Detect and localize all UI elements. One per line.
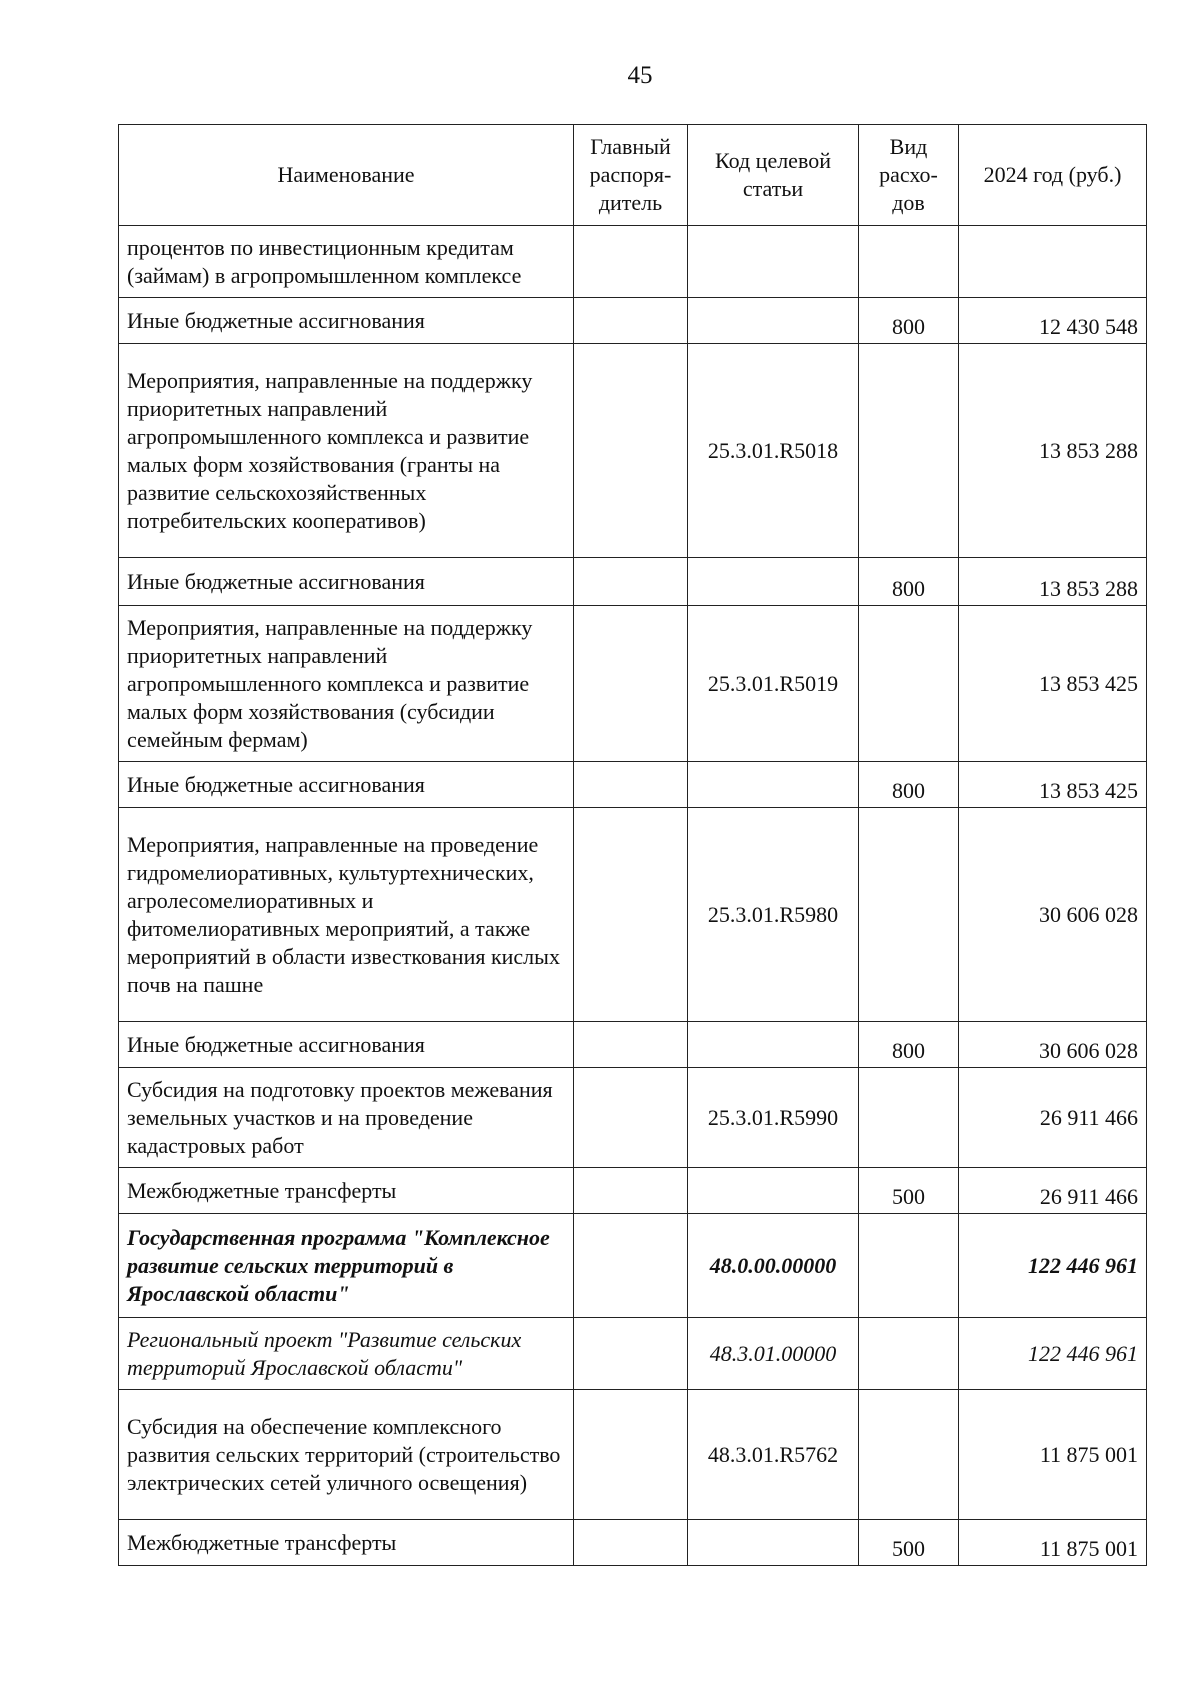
row-code (688, 1520, 859, 1566)
table-row (119, 1318, 1147, 1390)
header-admin: Главный распоря-дитель (574, 125, 688, 226)
row-amount: 13 853 425 (959, 606, 1147, 762)
row-name: Региональный проект "Развитие сельских территорий Ярославской области" (119, 1318, 574, 1390)
row-admin (574, 1520, 688, 1566)
row-code: 25.3.01.R5019 (688, 606, 859, 762)
row-amount: 13 853 425 (959, 762, 1147, 808)
row-code: 25.3.01.R5990 (688, 1068, 859, 1168)
row-type: 800 (859, 298, 959, 344)
row-admin (574, 606, 688, 762)
row-amount: 26 911 466 (959, 1168, 1147, 1214)
row-type: 500 (859, 1168, 959, 1214)
header-amount: 2024 год (руб.) (959, 125, 1147, 226)
row-type: 500 (859, 1520, 959, 1566)
row-admin (574, 1168, 688, 1214)
table-row (119, 1168, 1147, 1214)
row-name: Иные бюджетные ассигнования (119, 298, 574, 344)
row-admin (574, 298, 688, 344)
table-header-row (119, 125, 1147, 226)
row-name: Субсидия на обеспечение комплексного развития сельских территорий (строительство электрических сетей уличного освещения) (119, 1390, 574, 1520)
row-code (688, 558, 859, 606)
table-row (119, 344, 1147, 558)
row-amount: 30 606 028 (959, 808, 1147, 1022)
row-name: Мероприятия, направленные на поддержку приоритетных направлений агропромышленного комплекса и развитие малых форм хозяйствования (гранты на развитие сельскохозяйственных потребительских кооперативов) (119, 344, 574, 558)
row-amount: 26 911 466 (959, 1068, 1147, 1168)
row-name: Мероприятия, направленные на поддержку приоритетных направлений агропромышленного комплекса и развитие малых форм хозяйствования (субсидии семейным фермам) (119, 606, 574, 762)
row-code: 48.3.01.00000 (688, 1318, 859, 1390)
row-amount: 11 875 001 (959, 1390, 1147, 1520)
row-type: 800 (859, 1022, 959, 1068)
row-code: 25.3.01.R5018 (688, 344, 859, 558)
row-name: Иные бюджетные ассигнования (119, 558, 574, 606)
row-name: Иные бюджетные ассигнования (119, 1022, 574, 1068)
row-admin (574, 1214, 688, 1318)
row-admin (574, 226, 688, 298)
row-amount: 30 606 028 (959, 1022, 1147, 1068)
row-amount: 13 853 288 (959, 344, 1147, 558)
row-name: Государственная программа "Комплексное развитие сельских территорий в Ярославской области" (119, 1214, 574, 1318)
row-code (688, 1168, 859, 1214)
table-row (119, 606, 1147, 762)
row-admin (574, 762, 688, 808)
row-type (859, 606, 959, 762)
row-amount: 13 853 288 (959, 558, 1147, 606)
row-type: 800 (859, 762, 959, 808)
row-code: 48.3.01.R5762 (688, 1390, 859, 1520)
row-name: Мероприятия, направленные на проведение гидромелиоративных, культуртехнических, агролесомелиоративных и фитомелиоративных мероприятий, а также мероприятий в области известкования кислых почв на пашне (119, 808, 574, 1022)
row-code (688, 762, 859, 808)
row-code (688, 1022, 859, 1068)
row-amount: 12 430 548 (959, 298, 1147, 344)
table-row (119, 1068, 1147, 1168)
row-amount: 122 446 961 (959, 1214, 1147, 1318)
row-admin (574, 558, 688, 606)
row-code (688, 298, 859, 344)
header-name: Наименование (119, 125, 574, 226)
budget-table (118, 124, 1147, 1566)
row-admin (574, 1022, 688, 1068)
row-type (859, 226, 959, 298)
row-code (688, 226, 859, 298)
row-type (859, 1068, 959, 1168)
table-row (119, 762, 1147, 808)
row-admin (574, 808, 688, 1022)
row-admin (574, 344, 688, 558)
row-code: 25.3.01.R5980 (688, 808, 859, 1022)
table-row (119, 558, 1147, 606)
row-name: Межбюджетные трансферты (119, 1168, 574, 1214)
row-admin (574, 1318, 688, 1390)
row-name: Иные бюджетные ассигнования (119, 762, 574, 808)
row-admin (574, 1390, 688, 1520)
table-row (119, 226, 1147, 298)
row-code: 48.0.00.00000 (688, 1214, 859, 1318)
row-type (859, 1390, 959, 1520)
table-row (119, 808, 1147, 1022)
row-type (859, 1214, 959, 1318)
header-type: Вид расхо-дов (859, 125, 959, 226)
row-type (859, 808, 959, 1022)
table-row (119, 1390, 1147, 1520)
header-code: Код целевой статьи (688, 125, 859, 226)
row-admin (574, 1068, 688, 1168)
row-amount: 122 446 961 (959, 1318, 1147, 1390)
row-name: процентов по инвестиционным кредитам (займам) в агропромышленном комплексе (119, 226, 574, 298)
table-row (119, 1520, 1147, 1566)
row-amount (959, 226, 1147, 298)
row-name: Субсидия на подготовку проектов межевания земельных участков и на проведение кадастровых работ (119, 1068, 574, 1168)
table-row (119, 1214, 1147, 1318)
page-number: 45 (627, 62, 653, 89)
row-name: Межбюджетные трансферты (119, 1520, 574, 1566)
row-amount: 11 875 001 (959, 1520, 1147, 1566)
row-type: 800 (859, 558, 959, 606)
row-type (859, 344, 959, 558)
table-row (119, 1022, 1147, 1068)
table-row (119, 298, 1147, 344)
row-type (859, 1318, 959, 1390)
